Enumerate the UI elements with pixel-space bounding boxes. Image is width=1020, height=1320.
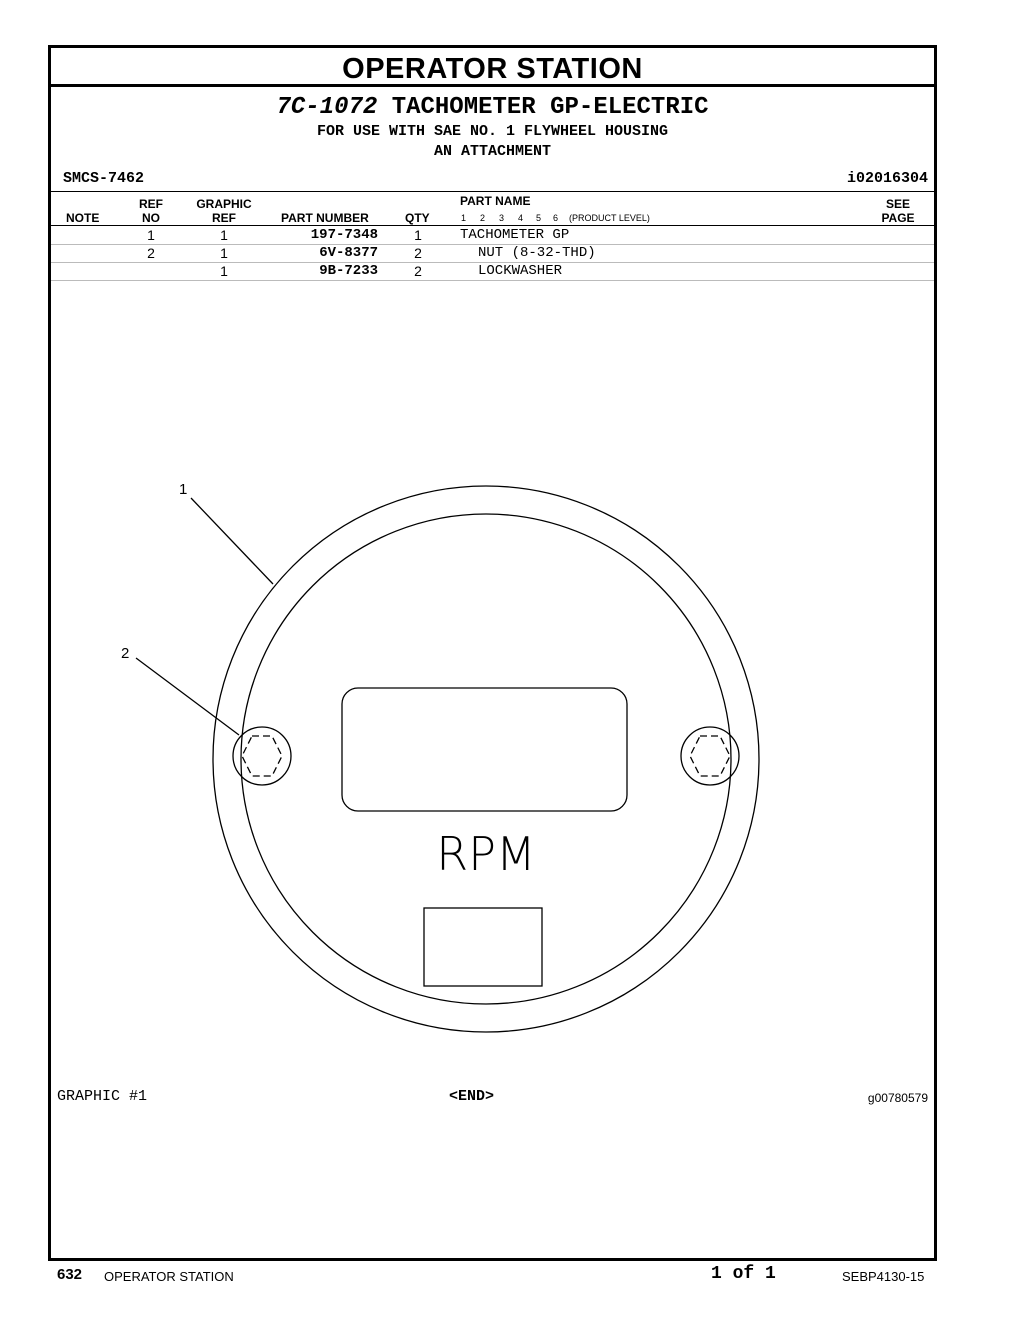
end-marker: <END> bbox=[449, 1088, 495, 1105]
col-part-name: PART NAME bbox=[460, 194, 531, 208]
row-part-name: NUT (8-32-THD) bbox=[478, 245, 596, 261]
col-graphic-bottom: REF bbox=[212, 211, 236, 225]
col-level-5: 5 bbox=[536, 213, 542, 223]
callout-2: 2 bbox=[121, 645, 130, 662]
col-level-3: 3 bbox=[499, 213, 505, 223]
col-level-1: 1 bbox=[461, 213, 467, 223]
part-heading-title: TACHOMETER GP-ELECTRIC bbox=[391, 94, 709, 121]
nut-right bbox=[681, 727, 739, 785]
col-level-6: 6 bbox=[553, 213, 559, 223]
col-note: NOTE bbox=[66, 211, 100, 225]
part-heading-number: 7C-1072 bbox=[276, 94, 378, 121]
row-ref-no: 1 bbox=[147, 227, 155, 243]
row-qty: 2 bbox=[414, 263, 422, 279]
row-part-name: TACHOMETER GP bbox=[460, 227, 570, 243]
page-frame bbox=[48, 45, 937, 1261]
outer-bezel bbox=[213, 486, 759, 1032]
col-graphic-top: GRAPHIC bbox=[196, 197, 252, 211]
graphic-id: g00780579 bbox=[867, 1091, 928, 1105]
row-ref-no: 2 bbox=[147, 245, 155, 261]
col-ref-bottom: NO bbox=[142, 211, 160, 225]
page-number: 632 bbox=[57, 1266, 83, 1283]
row-part-number: 6V-8377 bbox=[319, 245, 378, 261]
usage-line-2: AN ATTACHMENT bbox=[433, 143, 552, 160]
smcs-code: SMCS-7462 bbox=[63, 170, 145, 187]
col-part-number: PART NUMBER bbox=[281, 211, 369, 225]
display-window bbox=[342, 688, 627, 811]
leader-line-1 bbox=[191, 498, 273, 584]
row-graphic-ref: 1 bbox=[220, 245, 228, 261]
col-see-bottom: PAGE bbox=[881, 211, 915, 225]
footer-section: OPERATOR STATION bbox=[104, 1269, 234, 1284]
section-title: OPERATOR STATION bbox=[342, 53, 643, 85]
lower-window bbox=[424, 908, 542, 986]
col-see-top: SEE bbox=[885, 197, 910, 211]
tachometer-illustration bbox=[51, 48, 934, 1258]
col-ref-top: REF bbox=[139, 197, 163, 211]
page-of: 1 of 1 bbox=[711, 1264, 776, 1284]
row-graphic-ref: 1 bbox=[220, 227, 228, 243]
leader-line-2 bbox=[136, 658, 239, 735]
nut-left bbox=[233, 727, 291, 785]
row-graphic-ref: 1 bbox=[220, 263, 228, 279]
col-product-level: (PRODUCT LEVEL) bbox=[569, 213, 650, 223]
col-level-4: 4 bbox=[518, 213, 524, 223]
document-id: SEBP4130-15 bbox=[842, 1269, 925, 1284]
callout-1: 1 bbox=[179, 481, 188, 498]
row-qty: 2 bbox=[414, 245, 422, 261]
graphic-caption: GRAPHIC #1 bbox=[57, 1088, 148, 1105]
row-part-name: LOCKWASHER bbox=[478, 263, 563, 279]
row-part-number: 9B-7233 bbox=[319, 263, 378, 279]
row-qty: 1 bbox=[414, 227, 422, 243]
usage-line-1: FOR USE WITH SAE NO. 1 FLYWHEEL HOUSING bbox=[316, 123, 669, 140]
row-part-number: 197-7348 bbox=[310, 227, 378, 243]
rpm-label: RPM bbox=[436, 827, 536, 881]
col-level-2: 2 bbox=[480, 213, 486, 223]
inner-bezel bbox=[241, 514, 731, 1004]
col-qty: QTY bbox=[405, 211, 430, 225]
illustration-id: i02016304 bbox=[846, 170, 928, 187]
